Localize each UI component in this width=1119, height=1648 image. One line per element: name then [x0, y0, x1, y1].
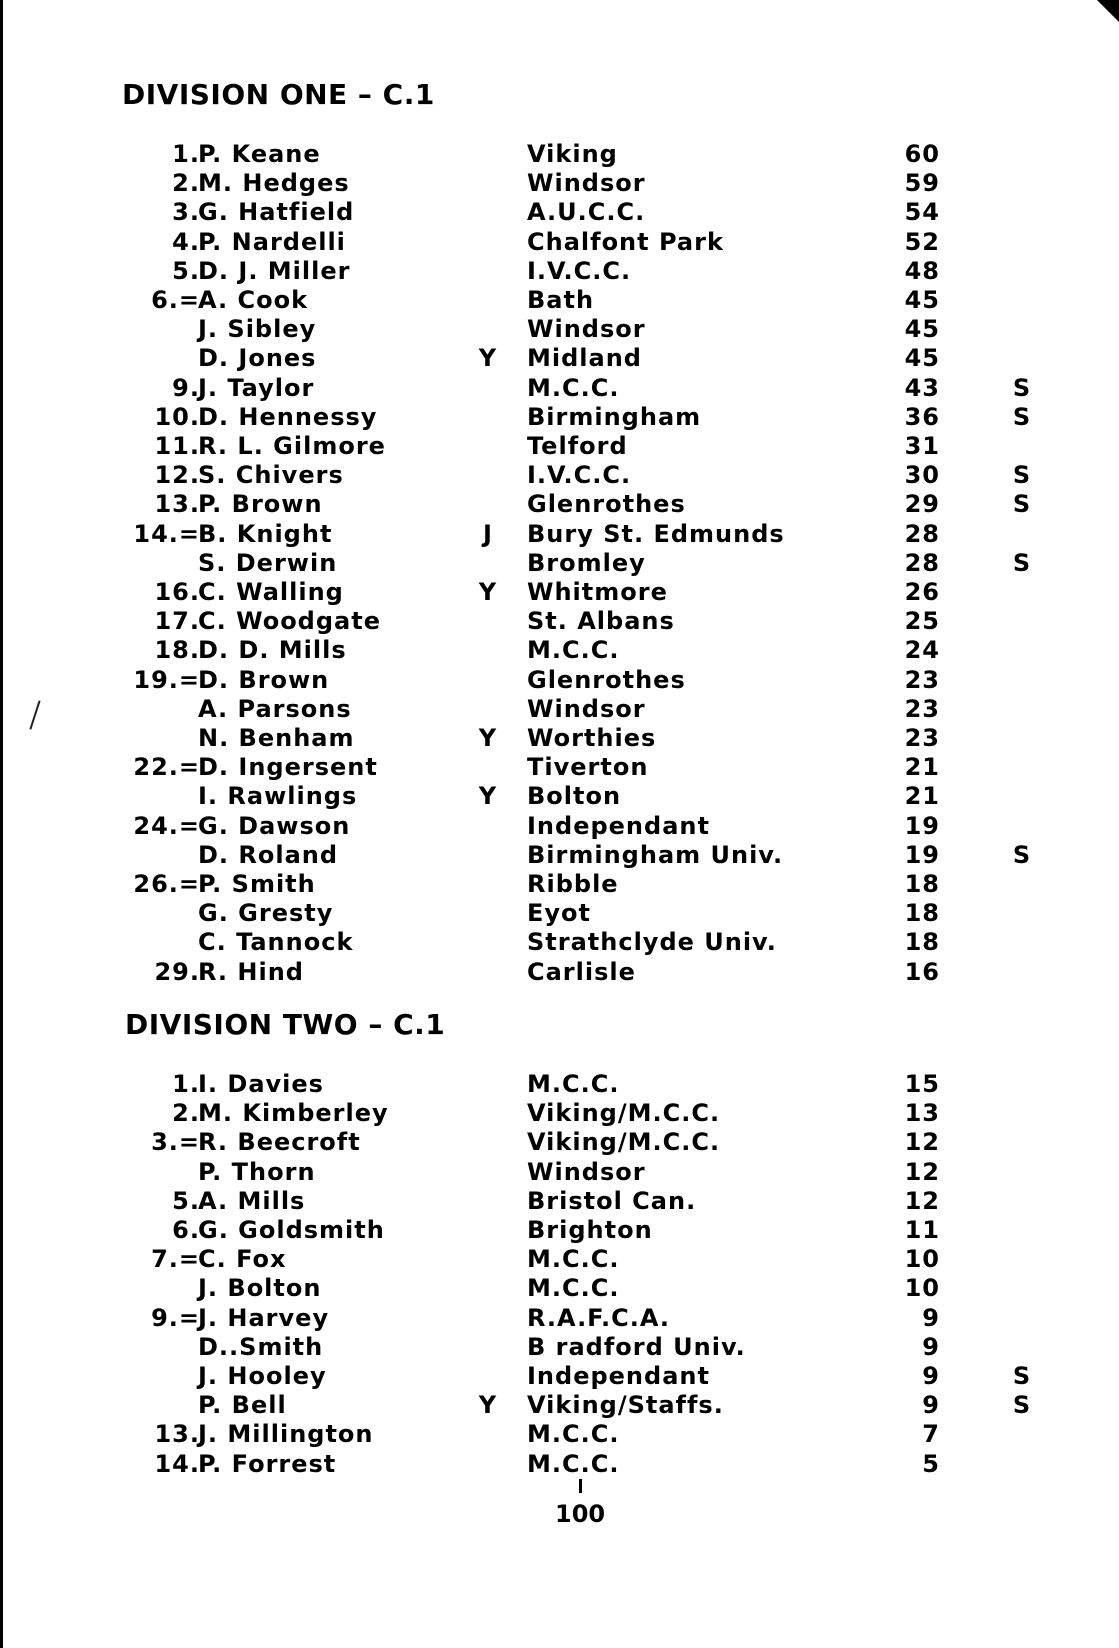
points-cell: 9	[922, 1362, 940, 1390]
position-cell: 1.	[172, 1070, 200, 1098]
flag-cell: S	[1012, 548, 1032, 577]
points-cell: 45	[904, 286, 940, 314]
points-cell: 9	[922, 1332, 940, 1361]
table-row	[0, 928, 1119, 957]
table-row	[0, 782, 1119, 811]
name-cell: D. D. Mills	[198, 636, 347, 665]
flag-cell: S	[1012, 373, 1032, 402]
club-cell: M.C.C.	[527, 1449, 620, 1478]
club-cell: Birmingham Univ.	[527, 840, 784, 869]
club-cell: Viking/M.C.C.	[527, 1099, 721, 1128]
club-cell: M.C.C.	[527, 1070, 620, 1098]
name-cell: J. Sibley	[198, 315, 317, 344]
name-cell: D. Roland	[198, 840, 339, 869]
points-cell: 29	[904, 490, 940, 519]
table-row	[0, 1216, 1119, 1245]
name-cell: D. Jones	[198, 344, 317, 373]
club-cell: Bristol Can.	[527, 1186, 697, 1215]
table-row	[0, 140, 1119, 169]
name-cell: P. Bell	[198, 1391, 287, 1420]
club-cell: Eyot	[527, 899, 591, 928]
flag-cell: S	[1012, 402, 1032, 431]
points-cell: 18	[904, 928, 940, 957]
table-row	[0, 1158, 1119, 1187]
points-cell: 23	[904, 724, 940, 752]
points-cell: 60	[904, 140, 940, 168]
name-cell: C. Tannock	[198, 928, 354, 957]
points-cell: 23	[904, 665, 940, 694]
table-row	[0, 344, 1119, 373]
name-cell: A. Cook	[198, 286, 309, 314]
club-cell: Glenrothes	[527, 490, 686, 519]
points-cell: 12	[904, 1128, 940, 1157]
tick-mark	[579, 1479, 582, 1493]
table-row	[0, 899, 1119, 928]
table-row	[0, 666, 1119, 695]
name-cell: P. Nardelli	[198, 227, 346, 256]
name-cell: A. Mills	[198, 1186, 306, 1215]
club-cell: R.A.F.C.A.	[527, 1303, 671, 1332]
points-cell: 7	[922, 1420, 940, 1449]
points-cell: 19	[904, 840, 940, 869]
club-cell: Telford	[527, 432, 628, 460]
name-cell: S. Chivers	[198, 461, 344, 490]
name-cell: P. Brown	[198, 490, 323, 519]
points-cell: 5	[922, 1449, 940, 1478]
club-cell: Bolton	[527, 782, 622, 811]
position-cell: 29.	[154, 957, 200, 986]
name-cell: J. Taylor	[198, 373, 315, 402]
club-cell: Strathclyde Univ.	[527, 928, 777, 957]
table-row	[0, 1362, 1119, 1391]
points-cell: 45	[904, 315, 940, 344]
mark-cell: Y	[478, 782, 498, 811]
table-row	[0, 636, 1119, 665]
points-cell: 18	[904, 899, 940, 928]
table-row	[0, 490, 1119, 519]
position-cell: 11.	[154, 432, 200, 460]
position-cell: 4.	[172, 227, 200, 256]
club-cell: Viking	[527, 140, 618, 168]
flag-cell: S	[1012, 1362, 1032, 1390]
name-cell: G. Dawson	[198, 811, 351, 840]
name-cell: C. Woodgate	[198, 607, 381, 636]
name-cell: N. Benham	[198, 724, 355, 752]
position-cell: 14.	[154, 1449, 200, 1478]
table-row	[0, 286, 1119, 315]
name-cell: R. Hind	[198, 957, 304, 986]
points-cell: 43	[904, 373, 940, 402]
name-cell: S. Derwin	[198, 548, 338, 577]
club-cell: Windsor	[527, 694, 646, 723]
name-cell: I. Rawlings	[198, 782, 358, 811]
club-cell: Glenrothes	[527, 665, 686, 694]
name-cell: C. Fox	[198, 1245, 287, 1274]
position-cell: 9.=	[151, 1303, 200, 1332]
points-cell: 15	[904, 1070, 940, 1098]
club-cell: Windsor	[527, 315, 646, 344]
name-cell: C. Walling	[198, 578, 344, 606]
name-cell: R. Beecroft	[198, 1128, 361, 1157]
name-cell: G. Goldsmith	[198, 1216, 385, 1244]
table-row	[0, 1099, 1119, 1128]
position-cell: 2.	[172, 169, 200, 198]
page-number: 100	[555, 1500, 606, 1528]
club-cell: Bromley	[527, 548, 646, 577]
position-cell: 19.=	[133, 665, 200, 694]
points-cell: 52	[904, 227, 940, 256]
position-cell: 18.	[154, 636, 200, 665]
club-cell: M.C.C.	[527, 636, 620, 665]
club-cell: M.C.C.	[527, 373, 620, 402]
position-cell: 5.	[172, 1186, 200, 1215]
club-cell: Tiverton	[527, 753, 649, 782]
points-cell: 19	[904, 811, 940, 840]
position-cell: 3.=	[151, 1128, 200, 1157]
position-cell: 13.	[154, 490, 200, 519]
club-cell: St. Albans	[527, 607, 675, 636]
club-cell: Windsor	[527, 1157, 646, 1186]
mark-cell: Y	[478, 344, 498, 373]
table-row	[0, 870, 1119, 899]
table-row	[0, 432, 1119, 461]
name-cell: P. Forrest	[198, 1449, 337, 1478]
position-cell: 3.	[172, 198, 200, 227]
points-cell: 30	[904, 461, 940, 490]
table-row	[0, 315, 1119, 344]
table-row	[0, 228, 1119, 257]
page-corner-mark	[1097, 0, 1119, 22]
position-cell: 17.	[154, 607, 200, 636]
table-row	[0, 607, 1119, 636]
name-cell: J. Millington	[198, 1420, 374, 1449]
mark-cell: Y	[478, 724, 498, 752]
name-cell: G. Hatfield	[198, 198, 355, 227]
name-cell: P. Smith	[198, 870, 316, 898]
points-cell: 9	[922, 1303, 940, 1332]
name-cell: D..Smith	[198, 1332, 324, 1361]
club-cell: Midland	[527, 344, 642, 373]
table-row	[0, 549, 1119, 578]
club-cell: Bury St. Edmunds	[527, 519, 785, 548]
points-cell: 18	[904, 870, 940, 898]
table-row	[0, 695, 1119, 724]
club-cell: Brighton	[527, 1216, 653, 1244]
club-cell: Worthies	[527, 724, 657, 752]
flag-cell: S	[1012, 840, 1032, 869]
name-cell: G. Gresty	[198, 899, 334, 928]
name-cell: D. Ingersent	[198, 753, 378, 782]
name-cell: R. L. Gilmore	[198, 432, 386, 460]
table-row	[0, 1450, 1119, 1479]
table-row	[0, 461, 1119, 490]
position-cell: 6.=	[151, 286, 200, 314]
name-cell: A. Parsons	[198, 694, 352, 723]
name-cell: D. J. Miller	[198, 256, 351, 285]
position-cell: 16.	[154, 578, 200, 606]
points-cell: 31	[904, 432, 940, 460]
name-cell: P. Thorn	[198, 1157, 316, 1186]
table-row	[0, 1304, 1119, 1333]
points-cell: 59	[904, 169, 940, 198]
club-cell: I.V.C.C.	[527, 256, 632, 285]
points-cell: 16	[904, 957, 940, 986]
club-cell: Viking/M.C.C.	[527, 1128, 721, 1157]
table-row	[0, 753, 1119, 782]
name-cell: J. Hooley	[198, 1362, 327, 1390]
points-cell: 11	[904, 1216, 940, 1244]
points-cell: 10	[904, 1245, 940, 1274]
points-cell: 21	[904, 782, 940, 811]
points-cell: 12	[904, 1157, 940, 1186]
table-row	[0, 198, 1119, 227]
club-cell: B radford Univ.	[527, 1332, 746, 1361]
name-cell: D. Brown	[198, 665, 330, 694]
table-row	[0, 403, 1119, 432]
club-cell: M.C.C.	[527, 1420, 620, 1449]
mark-cell: Y	[478, 1391, 498, 1420]
table-row	[0, 841, 1119, 870]
position-cell: 1.	[172, 140, 200, 168]
name-cell: J. Harvey	[198, 1303, 330, 1332]
position-cell: 6.	[172, 1216, 200, 1244]
flag-cell: S	[1012, 490, 1032, 519]
name-cell: M. Hedges	[198, 169, 350, 198]
position-cell: 26.=	[133, 870, 200, 898]
name-cell: D. Hennessy	[198, 402, 378, 431]
table-row	[0, 1070, 1119, 1099]
club-cell: A.U.C.C.	[527, 198, 646, 227]
name-cell: P. Keane	[198, 140, 321, 168]
table-row	[0, 724, 1119, 753]
club-cell: Chalfont Park	[527, 227, 724, 256]
position-cell: 22.=	[133, 753, 200, 782]
points-cell: 45	[904, 344, 940, 373]
position-cell: 7.=	[151, 1245, 200, 1274]
club-cell: Bath	[527, 286, 595, 314]
table-row	[0, 812, 1119, 841]
points-cell: 10	[904, 1274, 940, 1303]
points-cell: 36	[904, 402, 940, 431]
points-cell: 12	[904, 1186, 940, 1215]
table-row	[0, 169, 1119, 198]
table-row	[0, 1391, 1119, 1420]
club-cell: Whitmore	[527, 578, 668, 606]
club-cell: Carlisle	[527, 957, 636, 986]
mark-cell: J	[483, 519, 493, 548]
table-row	[0, 1245, 1119, 1274]
club-cell: Birmingham	[527, 402, 702, 431]
points-cell: 54	[904, 198, 940, 227]
division-two-title: DIVISION TWO – C.1	[125, 1008, 446, 1041]
position-cell: 14.=	[133, 519, 200, 548]
table-row	[0, 1420, 1119, 1449]
club-cell: Independant	[527, 1362, 710, 1390]
points-cell: 25	[904, 607, 940, 636]
position-cell: 9.	[172, 373, 200, 402]
points-cell: 23	[904, 694, 940, 723]
position-cell: 2.	[172, 1099, 200, 1128]
position-cell: 5.	[172, 256, 200, 285]
name-cell: B. Knight	[198, 519, 333, 548]
table-row	[0, 1274, 1119, 1303]
points-cell: 26	[904, 578, 940, 606]
table-row	[0, 257, 1119, 286]
points-cell: 21	[904, 753, 940, 782]
name-cell: I. Davies	[198, 1070, 324, 1098]
points-cell: 48	[904, 256, 940, 285]
flag-cell: S	[1012, 461, 1032, 490]
position-cell: 12.	[154, 461, 200, 490]
club-cell: Windsor	[527, 169, 646, 198]
table-row	[0, 1187, 1119, 1216]
position-cell: 13.	[154, 1420, 200, 1449]
flag-cell: S	[1012, 1391, 1032, 1420]
table-row	[0, 958, 1119, 987]
table-row	[0, 1128, 1119, 1157]
club-cell: I.V.C.C.	[527, 461, 632, 490]
club-cell: Ribble	[527, 870, 619, 898]
position-cell: 10.	[154, 402, 200, 431]
position-cell: 24.=	[133, 811, 200, 840]
club-cell: M.C.C.	[527, 1274, 620, 1303]
points-cell: 9	[922, 1391, 940, 1420]
mark-cell: Y	[478, 578, 498, 606]
name-cell: M. Kimberley	[198, 1099, 389, 1128]
points-cell: 13	[904, 1099, 940, 1128]
points-cell: 28	[904, 519, 940, 548]
table-row	[0, 1333, 1119, 1362]
name-cell: J. Bolton	[198, 1274, 322, 1303]
table-row	[0, 374, 1119, 403]
club-cell: Viking/Staffs.	[527, 1391, 724, 1420]
club-cell: Independant	[527, 811, 710, 840]
points-cell: 24	[904, 636, 940, 665]
table-row	[0, 578, 1119, 607]
division-one-title: DIVISION ONE – C.1	[122, 78, 435, 111]
club-cell: M.C.C.	[527, 1245, 620, 1274]
table-row	[0, 520, 1119, 549]
points-cell: 28	[904, 548, 940, 577]
